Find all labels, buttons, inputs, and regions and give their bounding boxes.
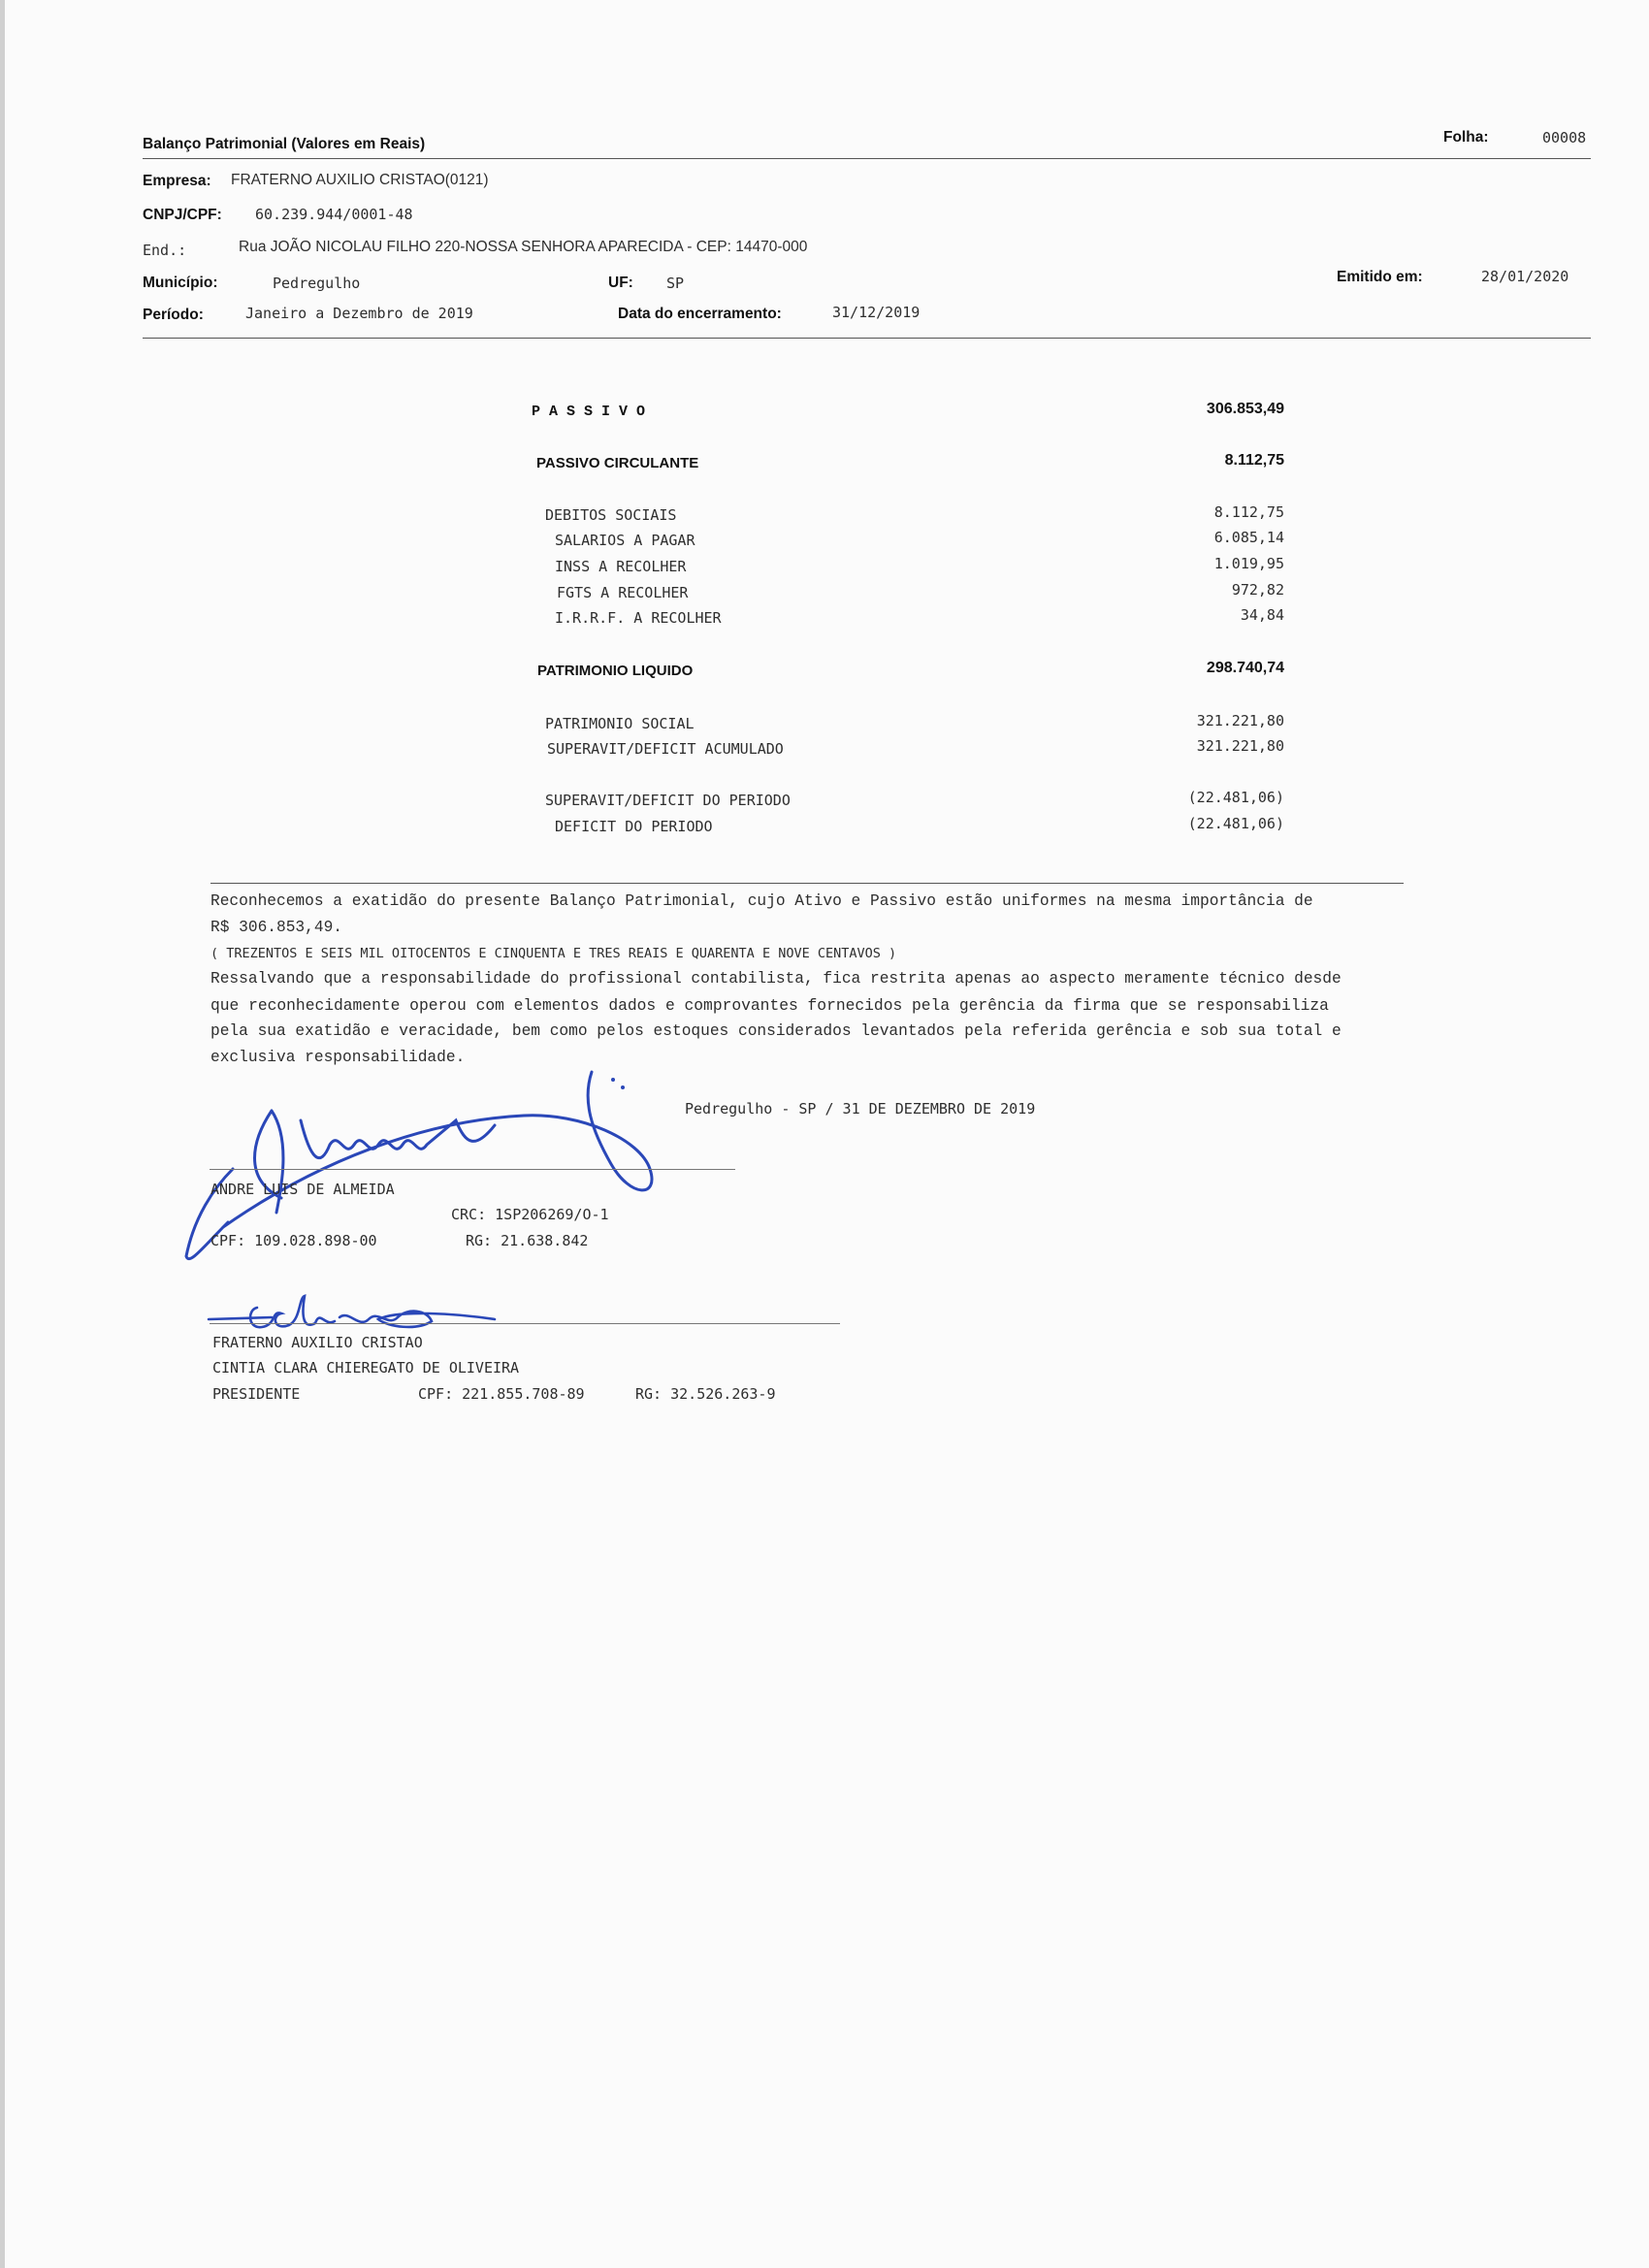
pl-heading: PATRIMONIO LIQUIDO (537, 663, 694, 679)
item-value: 6.085,14 (1213, 529, 1284, 546)
accountant-crc: CRC: 1SP206269/O-1 (451, 1206, 609, 1223)
place-date: Pedregulho - SP / 31 DE DEZEMBRO DE 2019 (685, 1100, 1036, 1118)
item-value: 972,82 (1231, 581, 1284, 599)
folha-label: Folha: (1443, 129, 1489, 146)
empresa-value: FRATERNO AUXILIO CRISTAO(0121) (231, 172, 489, 188)
item-label: SUPERAVIT/DEFICIT DO PERIODO (545, 792, 791, 809)
accountant-signature-line (210, 1169, 735, 1170)
president-rg: RG: 32.526.263-9 (635, 1385, 776, 1403)
president-name: CINTIA CLARA CHIEREGATO DE OLIVEIRA (212, 1359, 520, 1377)
empresa-label: Empresa: (143, 173, 211, 189)
item-label: SUPERAVIT/DEFICIT ACUMULADO (547, 740, 784, 758)
item-label: DEFICIT DO PERIODO (555, 818, 713, 835)
entity-name: FRATERNO AUXILIO CRISTAO (212, 1334, 423, 1351)
item-value: 1.019,95 (1213, 555, 1284, 572)
item-value: 321.221,80 (1196, 737, 1284, 755)
emitido-label: Emitido em: (1337, 269, 1423, 285)
declaration-line: ( TREZENTOS E SEIS MIL OITOCENTOS E CINQUENTA E TRES REAIS E QUARENTA E NOVE CENTAVOS ) (210, 946, 897, 961)
periodo-value: Janeiro a Dezembro de 2019 (245, 305, 473, 322)
item-label: I.R.R.F. A RECOLHER (555, 609, 722, 627)
municipio-label: Município: (143, 275, 218, 291)
encerramento-value: 31/12/2019 (832, 304, 921, 321)
declaration-line: R$ 306.853,49. (210, 919, 342, 936)
item-label: SALARIOS A PAGAR (555, 532, 695, 549)
president-signature-line (210, 1323, 840, 1324)
declaration-line: pela sua exatidão e veracidade, bem como pelos estoques considerados levantados pela referida gerência e sob sua total e (210, 1022, 1342, 1040)
item-label: DEBITOS SOCIAIS (545, 506, 677, 524)
president-signature (204, 1290, 524, 1339)
item-label: PATRIMONIO SOCIAL (545, 715, 695, 732)
document-title: Balanço Patrimonial (Valores em Reais) (143, 136, 426, 152)
end-label: End.: (143, 242, 187, 259)
cnpj-label: CNPJ/CPF: (143, 207, 222, 223)
end-value: Rua JOÃO NICOLAU FILHO 220-NOSSA SENHORA APARECIDA - CEP: 14470-000 (239, 239, 808, 255)
header-rule-bottom (143, 338, 1591, 339)
encerramento-label: Data do encerramento: (618, 306, 782, 322)
item-label: FGTS A RECOLHER (557, 584, 689, 601)
page-edge (0, 0, 5, 2268)
accountant-name: ANDRE LUIS DE ALMEIDA (210, 1181, 395, 1198)
item-value: 321.221,80 (1196, 712, 1284, 729)
president-role: PRESIDENTE (212, 1385, 301, 1403)
pl-total: 298.740,74 (1206, 660, 1284, 676)
item-label: INSS A RECOLHER (555, 558, 687, 575)
folha-value: 00008 (1542, 129, 1587, 146)
president-cpf: CPF: 221.855.708-89 (418, 1385, 585, 1403)
declaration-line: Ressalvando que a responsabilidade do profissional contabilista, fica restrita apenas ao aspecto meramente técnico desde (210, 970, 1342, 988)
emitido-value: 28/01/2020 (1481, 268, 1569, 285)
declaration-line: exclusiva responsabilidade. (210, 1049, 466, 1066)
accountant-cpf: CPF: 109.028.898-00 (210, 1232, 377, 1249)
item-value: 8.112,75 (1213, 503, 1284, 521)
uf-value: SP (666, 275, 685, 292)
passivo-total: 306.853,49 (1206, 401, 1284, 417)
declaration-line: Reconhecemos a exatidão do presente Balanço Patrimonial, cujo Ativo e Passivo estão uniformes na mesma importância de (210, 892, 1313, 910)
periodo-label: Período: (143, 307, 204, 323)
header-rule-top (143, 158, 1591, 159)
accountant-rg: RG: 21.638.842 (466, 1232, 589, 1249)
item-value: (22.481,06) (1187, 789, 1284, 806)
uf-label: UF: (608, 275, 633, 291)
item-value: (22.481,06) (1187, 815, 1284, 832)
circulante-total: 8.112,75 (1224, 452, 1284, 469)
item-value: 34,84 (1240, 606, 1284, 624)
cnpj-value: 60.239.944/0001-48 (255, 206, 413, 223)
declaration-rule (210, 883, 1404, 884)
circulante-heading: PASSIVO CIRCULANTE (536, 455, 699, 471)
passivo-heading: PASSIVO (532, 404, 655, 420)
municipio-value: Pedregulho (273, 275, 361, 292)
declaration-line: que reconhecidamente operou com elementos dados e comprovantes fornecidos pela gerência da firma que se responsabiliza (210, 996, 1329, 1015)
